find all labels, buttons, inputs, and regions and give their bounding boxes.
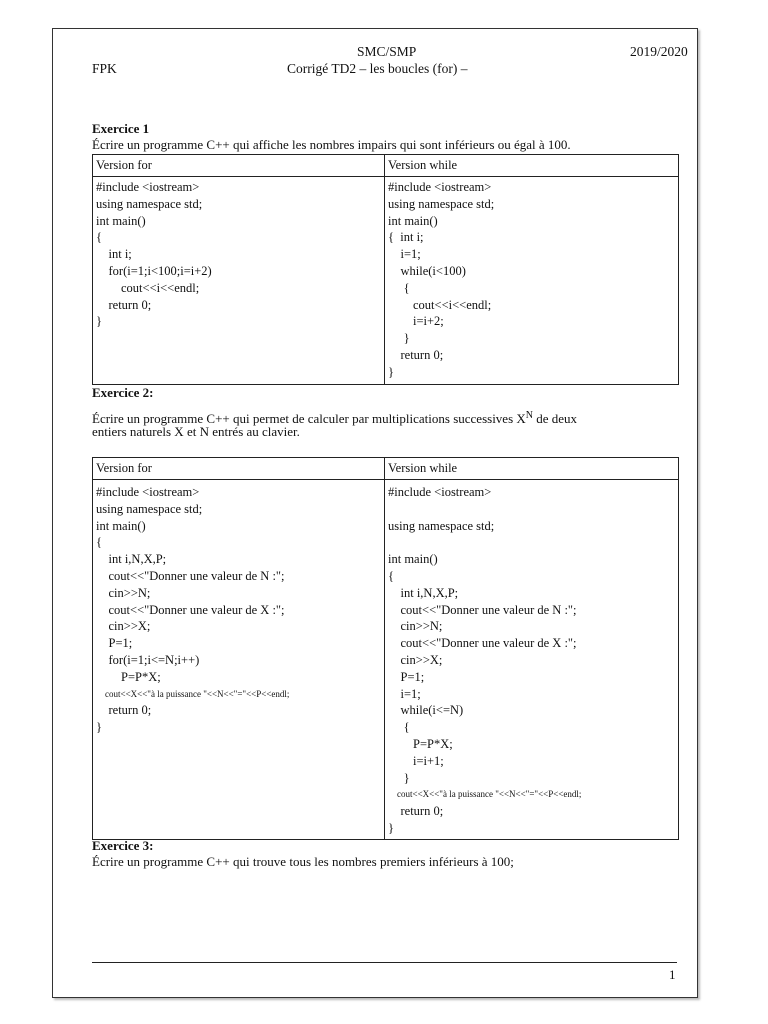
- exercise-2-code-for: [93, 480, 385, 840]
- code-line: {: [388, 568, 394, 583]
- code-line: cout<<"Donner une valeur de N :";: [388, 602, 577, 617]
- exercise-1-code-while: [385, 177, 679, 385]
- code-line: using namespace std;: [388, 518, 495, 533]
- code-line: using namespace std;: [388, 196, 495, 211]
- code-line-blank: [388, 534, 678, 551]
- code-line: int main(): [96, 518, 146, 533]
- exercise-3-statement: Écrire un programme C++ qui trouve tous les nombres premiers inférieurs à 100;: [92, 854, 514, 869]
- exercise-2-header-while: Version while: [385, 458, 679, 480]
- code-line: #include <iostream>: [96, 485, 200, 499]
- code-line: #include <iostream>: [96, 180, 200, 194]
- code-line: {: [96, 230, 102, 245]
- exercise-1-header-while: Version while: [385, 155, 679, 177]
- code-line: while(i<=N): [388, 703, 464, 718]
- code-line: {: [96, 535, 102, 550]
- header-year: 2019/2020: [630, 44, 688, 59]
- code-line: return 0;: [96, 297, 152, 312]
- exercise-2-header-for: Version for: [93, 458, 385, 480]
- code-line: int i,N,X,P;: [96, 552, 167, 567]
- exercise-3-title: Exercice 3:: [92, 838, 154, 853]
- code-line: cin>>N;: [388, 619, 443, 634]
- exercise-2-statement-main: Écrire un programme C++ qui permet de calculer par multiplications successives X: [92, 411, 526, 426]
- code-line: cout<<X<<"à la puissance "<<N<<"="<<P<<endl;: [96, 688, 290, 699]
- code-line: i=i+2;: [388, 314, 444, 329]
- code-line: P=1;: [96, 636, 133, 651]
- exercise-2-statement-end: de deux: [533, 411, 578, 426]
- exercise-1-statement: Écrire un programme C++ qui affiche les nombres impairs qui sont inférieurs ou égal à 100.: [92, 137, 571, 152]
- code-line: }: [96, 720, 102, 735]
- code-line: cout<<"Donner une valeur de X :";: [96, 602, 285, 617]
- code-line: #include <iostream>: [388, 180, 492, 194]
- exercise-1-code-table: [92, 154, 679, 385]
- code-line: P=1;: [388, 669, 425, 684]
- code-line: i=i+1;: [388, 753, 444, 768]
- code-line: { int i;: [388, 230, 424, 245]
- code-line: int main(): [388, 213, 438, 228]
- code-line: return 0;: [388, 347, 444, 362]
- code-line: i=1;: [388, 247, 421, 262]
- code-line: cout<<"Donner une valeur de N :";: [96, 568, 285, 583]
- header-center-line1: SMC/SMP: [357, 44, 417, 59]
- code-line: cout<<i<<endl;: [388, 297, 492, 312]
- footer-rule: [92, 962, 677, 963]
- code-line: cout<<X<<"à la puissance "<<N<<"="<<P<<endl;: [388, 789, 582, 800]
- code-line: for(i=1;i<=N;i++): [96, 652, 200, 667]
- code-line: while(i<100): [388, 263, 466, 278]
- code-line: cin>>X;: [96, 619, 151, 634]
- exercise-1-title: Exercice 1: [92, 121, 150, 136]
- code-line: }: [96, 314, 102, 329]
- exercise-2-exponent: N: [525, 410, 534, 421]
- code-line: #include <iostream>: [388, 485, 492, 499]
- code-line: }: [388, 770, 410, 785]
- header-school: FPK: [92, 61, 117, 76]
- code-line: int main(): [96, 213, 146, 228]
- code-line: {: [388, 720, 410, 735]
- code-line: cin>>N;: [96, 585, 151, 600]
- code-line: return 0;: [388, 804, 444, 819]
- code-line: int i;: [96, 247, 132, 262]
- code-line: using namespace std;: [96, 196, 203, 211]
- code-line: P=P*X;: [388, 736, 453, 751]
- exercise-1-header-for: Version for: [93, 155, 385, 177]
- code-line: cout<<i<<endl;: [96, 280, 200, 295]
- header-center-line2: Corrigé TD2 – les boucles (for) –: [287, 61, 468, 76]
- code-line: return 0;: [96, 703, 152, 718]
- page-number: 1: [669, 967, 676, 982]
- code-line: i=1;: [388, 686, 421, 701]
- code-line: P=P*X;: [96, 669, 161, 684]
- exercise-2-statement-line2: entiers naturels X et N entrés au clavier.: [92, 424, 300, 439]
- code-line: int main(): [388, 552, 438, 567]
- code-line: int i,N,X,P;: [388, 585, 459, 600]
- code-line: }: [388, 820, 394, 835]
- code-line: for(i=1;i<100;i=i+2): [96, 263, 212, 278]
- code-line: }: [388, 364, 394, 379]
- code-line: using namespace std;: [96, 501, 203, 516]
- exercise-1-code-for: [93, 177, 385, 385]
- code-line-blank: [388, 501, 678, 518]
- exercise-2-code-table: [92, 457, 679, 840]
- code-line: }: [388, 331, 410, 346]
- code-line: cout<<"Donner une valeur de X :";: [388, 636, 577, 651]
- exercise-2-code-while: [385, 480, 679, 840]
- exercise-2-title: Exercice 2:: [92, 385, 154, 400]
- code-line: {: [388, 280, 410, 295]
- code-line: cin>>X;: [388, 652, 443, 667]
